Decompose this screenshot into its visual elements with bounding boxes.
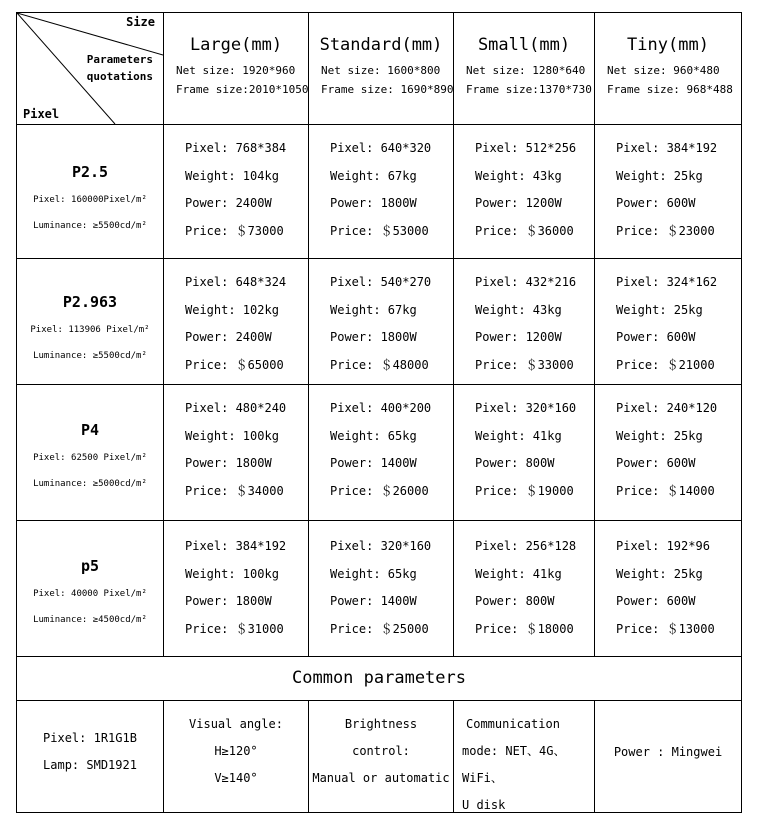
spec-power: Power: 600W xyxy=(616,196,696,210)
corner-quotations-line: quotations xyxy=(86,70,153,83)
horizontal-angle: H≥120° xyxy=(214,744,258,758)
pixel-pitch: p5 xyxy=(80,557,100,575)
spec-cell xyxy=(595,125,741,245)
pixel-pitch: P4 xyxy=(80,421,100,439)
spec-weight: Weight: 41kg xyxy=(475,566,562,581)
spec-price: Price: ＄23000 xyxy=(616,223,715,238)
column-name: Small(mm) xyxy=(477,35,571,55)
spec-pixel: Pixel: 648*324 xyxy=(185,275,287,289)
column-header-large xyxy=(164,13,308,124)
quotation-table xyxy=(16,12,742,813)
spec-power: Power: 1400W xyxy=(330,594,417,608)
frame-size: Frame size: 1690*890 xyxy=(321,83,454,96)
spec-pixel: Pixel: 512*256 xyxy=(475,141,577,155)
spec-price: Price: ＄13000 xyxy=(616,621,715,636)
corner-header xyxy=(17,13,163,124)
spec-weight: Weight: 100kg xyxy=(185,428,279,443)
spec-weight: Weight: 41kg xyxy=(475,428,562,443)
spec-pixel: Pixel: 324*162 xyxy=(616,275,718,289)
luminance: Luminance: ≥5500cd/m² xyxy=(33,351,147,361)
pixel-density: Pixel: 113906 Pixel/m² xyxy=(30,325,150,335)
corner-pixel-label: Pixel xyxy=(23,107,60,121)
spec-price: Price: ＄65000 xyxy=(185,357,284,372)
spec-weight: Weight: 65kg xyxy=(330,566,417,581)
column-header-small xyxy=(454,13,594,124)
spec-pixel: Pixel: 768*384 xyxy=(185,141,287,155)
spec-power: Power: 2400W xyxy=(185,196,272,210)
spec-weight: Weight: 102kg xyxy=(185,302,279,317)
frame-size: Frame size:1370*730 xyxy=(466,83,592,96)
spec-weight: Weight: 43kg xyxy=(475,168,562,183)
net-size: Net size: 1920*960 xyxy=(176,64,296,77)
communication-line: mode: NET、4G、WiFi、 xyxy=(462,744,566,785)
common-pixel-lamp xyxy=(17,701,163,812)
spec-cell xyxy=(164,125,308,245)
spec-cell xyxy=(309,125,453,245)
net-size: Net size: 1280*640 xyxy=(466,64,586,77)
common-parameters-title: Common parameters xyxy=(292,668,466,688)
spec-cell xyxy=(309,385,453,505)
spec-price: Price: ＄73000 xyxy=(185,223,284,238)
spec-weight: Weight: 25kg xyxy=(616,302,703,317)
corner-size-label: Size xyxy=(126,15,155,29)
spec-weight: Weight: 104kg xyxy=(185,168,279,183)
brightness-line: Manual or automatic xyxy=(312,771,450,785)
pixel-pitch: P2.963 xyxy=(62,293,118,311)
pixel-density: Pixel: 62500 Pixel/m² xyxy=(33,453,147,463)
spec-cell xyxy=(164,385,308,505)
visual-angle-label: Visual angle: xyxy=(189,717,283,731)
spec-power: Power: 1200W xyxy=(475,196,562,210)
spec-cell xyxy=(595,385,741,505)
spec-power: Power: 1800W xyxy=(185,594,272,608)
brightness-line: Brightness xyxy=(344,717,418,731)
spec-weight: Weight: 65kg xyxy=(330,428,417,443)
spec-cell xyxy=(454,385,594,505)
spec-price: Price: ＄14000 xyxy=(616,483,715,498)
communication-line: Communication xyxy=(466,717,560,731)
net-size: Net size: 1600*800 xyxy=(321,64,441,77)
spec-price: Price: ＄33000 xyxy=(475,357,574,372)
spec-pixel: Pixel: 540*270 xyxy=(330,275,432,289)
spec-pixel: Pixel: 320*160 xyxy=(330,539,432,553)
column-header-standard xyxy=(309,13,453,124)
frame-size: Frame size:2010*1050 xyxy=(176,83,309,96)
row-header-p4 xyxy=(17,385,163,520)
spec-price: Price: ＄34000 xyxy=(185,483,284,498)
luminance: Luminance: ≥5500cd/m² xyxy=(33,221,147,231)
spec-cell xyxy=(309,521,453,643)
spec-power: Power: 600W xyxy=(616,594,696,608)
spec-cell xyxy=(309,259,453,379)
lamp-type: Lamp: SMD1921 xyxy=(43,758,137,772)
spec-price: Price: ＄25000 xyxy=(330,621,429,636)
column-name: Tiny(mm) xyxy=(627,35,709,55)
spec-pixel: Pixel: 192*96 xyxy=(616,539,710,553)
pixel-config: Pixel: 1R1G1B xyxy=(43,731,137,745)
spec-weight: Weight: 67kg xyxy=(330,302,417,317)
spec-cell xyxy=(454,125,594,245)
spec-pixel: Pixel: 240*120 xyxy=(616,401,718,415)
spec-power: Power: 600W xyxy=(616,456,696,470)
spec-power: Power: 800W xyxy=(475,456,555,470)
vertical-angle: V≥140° xyxy=(214,771,258,785)
common-power-supply xyxy=(595,701,741,812)
brightness-line: control: xyxy=(352,744,410,758)
spec-price: Price: ＄36000 xyxy=(475,223,574,238)
spec-pixel: Pixel: 384*192 xyxy=(185,539,287,553)
spec-power: Power: 1200W xyxy=(475,330,562,344)
pixel-density: Pixel: 160000Pixel/m² xyxy=(33,195,147,205)
spec-power: Power: 2400W xyxy=(185,330,272,344)
spec-power: Power: 1800W xyxy=(330,196,417,210)
spec-weight: Weight: 25kg xyxy=(616,428,703,443)
power-supply: Power : Mingwei xyxy=(613,745,723,759)
spec-price: Price: ＄48000 xyxy=(330,357,429,372)
spec-pixel: Pixel: 640*320 xyxy=(330,141,432,155)
spec-power: Power: 1800W xyxy=(330,330,417,344)
pixel-density: Pixel: 40000 Pixel/m² xyxy=(33,589,147,599)
spec-price: Price: ＄53000 xyxy=(330,223,429,238)
column-header-tiny xyxy=(595,13,741,124)
frame-size: Frame size: 968*488 xyxy=(607,83,733,96)
spec-power: Power: 1800W xyxy=(185,456,272,470)
spec-pixel: Pixel: 480*240 xyxy=(185,401,287,415)
spec-power: Power: 1400W xyxy=(330,456,417,470)
spec-cell xyxy=(164,521,308,643)
common-visual-angle xyxy=(164,701,308,812)
spec-cell xyxy=(595,521,741,643)
spec-power: Power: 800W xyxy=(475,594,555,608)
row-header-p5 xyxy=(17,521,163,656)
spec-cell xyxy=(595,259,741,379)
spec-cell xyxy=(164,259,308,379)
spec-pixel: Pixel: 256*128 xyxy=(475,539,577,553)
spec-weight: Weight: 25kg xyxy=(616,168,703,183)
spec-weight: Weight: 100kg xyxy=(185,566,279,581)
spec-price: Price: ＄18000 xyxy=(475,621,574,636)
common-communication xyxy=(454,701,594,812)
spec-price: Price: ＄19000 xyxy=(475,483,574,498)
luminance: Luminance: ≥4500cd/m² xyxy=(33,615,147,625)
row-header-p2-963 xyxy=(17,259,163,384)
spec-pixel: Pixel: 400*200 xyxy=(330,401,432,415)
spec-weight: Weight: 67kg xyxy=(330,168,417,183)
spec-cell xyxy=(454,259,594,379)
net-size: Net size: 960*480 xyxy=(607,64,720,77)
spec-price: Price: ＄26000 xyxy=(330,483,429,498)
luminance: Luminance: ≥5000cd/m² xyxy=(33,479,147,489)
spec-power: Power: 600W xyxy=(616,330,696,344)
spec-price: Price: ＄21000 xyxy=(616,357,715,372)
communication-line: U disk xyxy=(462,798,506,812)
spec-pixel: Pixel: 432*216 xyxy=(475,275,577,289)
spec-pixel: Pixel: 320*160 xyxy=(475,401,577,415)
common-brightness xyxy=(309,701,453,812)
column-name: Standard(mm) xyxy=(319,35,443,55)
corner-parameters-label xyxy=(87,51,153,85)
row-header-p2-5 xyxy=(17,125,163,258)
corner-parameters-line: Parameters xyxy=(86,53,153,66)
spec-cell xyxy=(454,521,594,643)
spec-pixel: Pixel: 384*192 xyxy=(616,141,718,155)
column-name: Large(mm) xyxy=(189,35,283,55)
pixel-pitch: P2.5 xyxy=(71,163,109,181)
spec-weight: Weight: 43kg xyxy=(475,302,562,317)
spec-price: Price: ＄31000 xyxy=(185,621,284,636)
spec-weight: Weight: 25kg xyxy=(616,566,703,581)
